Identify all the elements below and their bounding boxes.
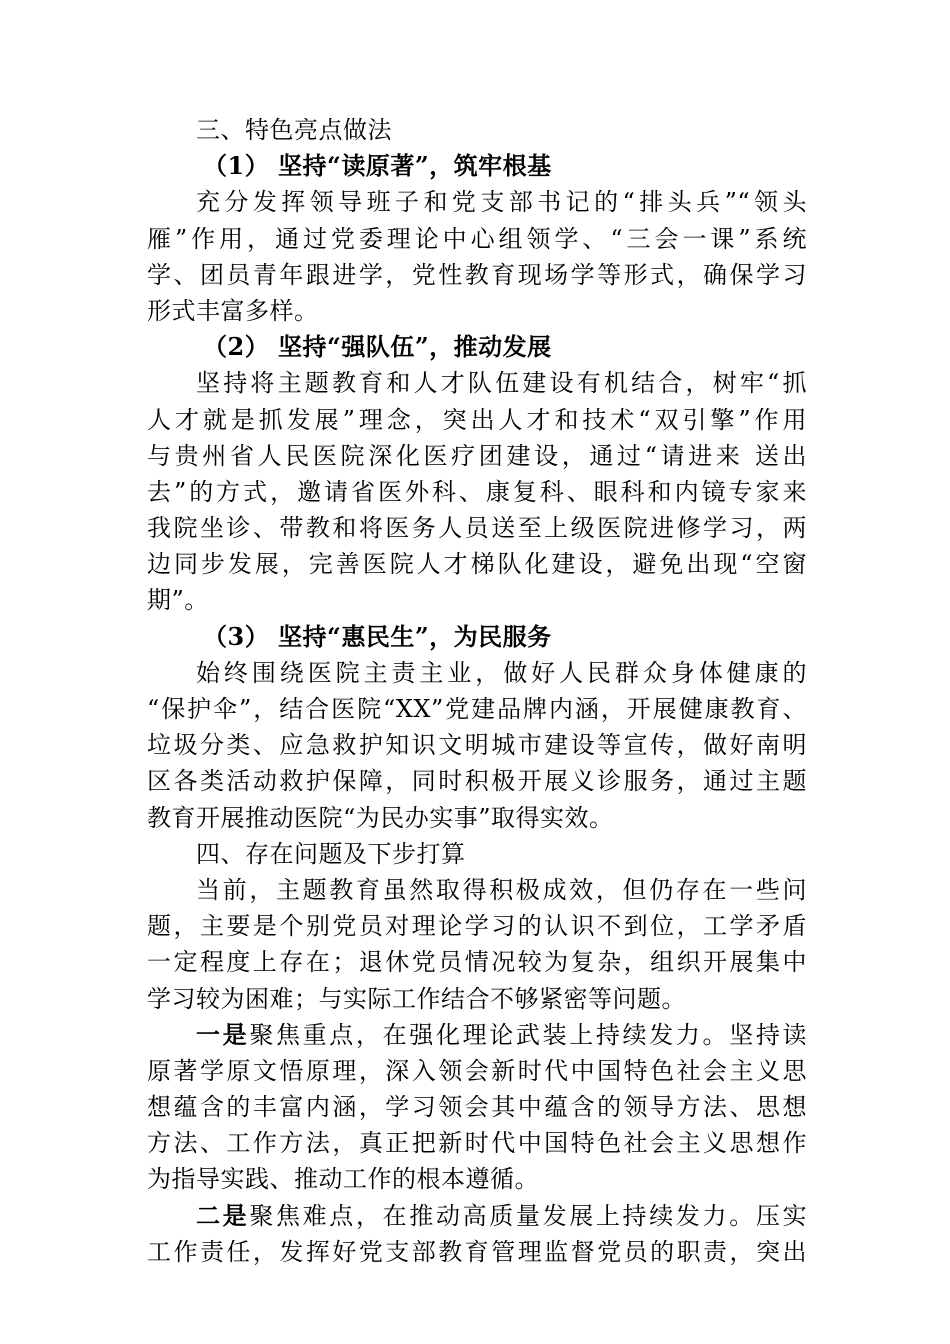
paragraph-line: 期”。 <box>147 586 209 615</box>
paragraph-line: 始终围绕医院主责主业，做好人民群众身体健康的 <box>196 658 807 687</box>
section-heading: 三、特色亮点做法 <box>196 116 392 144</box>
paragraph-line: 人才就是抓发展”理念，突出人才和技术“双引擎”作用 <box>147 405 807 434</box>
paragraph-lead: 一是 <box>196 1019 250 1049</box>
paragraph-line: 我院坐诊、带教和将医务人员送至上级医院进修学习，两 <box>147 514 807 543</box>
paragraph-line: 为指导实践、推动工作的根本遵循。 <box>147 1165 539 1194</box>
paragraph-line: 工作责任，发挥好党支部教育管理监督党员的职责，突出 <box>147 1237 807 1266</box>
paragraph-line: 学习较为困难；与实际工作结合不够紧密等问题。 <box>147 984 686 1013</box>
paragraph-line: 与贵州省人民医院深化医疗团建设，通过“请进来 送出 <box>147 441 807 470</box>
paragraph-line: 雁”作用，通过党委理论中心组领学、“三会一课”系统 <box>147 224 807 253</box>
paragraph-line: 区各类活动救护保障，同时积极开展义诊服务，通过主题 <box>147 767 807 796</box>
paragraph-text: 聚焦难点，在推动高质量发展上持续发力。压实 <box>249 1201 808 1230</box>
paragraph-text: 聚焦重点，在强化理论武装上持续发力。坚持读 <box>249 1020 808 1049</box>
paragraph-line: 形式丰富多样。 <box>147 296 319 325</box>
paragraph-line <box>147 1017 807 1053</box>
paragraph-line: 学、团员青年跟进学，党性教育现场学等形式，确保学习 <box>147 260 807 289</box>
paragraph-line: 原著学原文悟原理，深入领会新时代中国特色社会主义思 <box>147 1056 807 1085</box>
section-heading: 四、存在问题及下步打算 <box>196 839 466 868</box>
paragraph-line: 想蕴含的丰富内涵，学习领会其中蕴含的领导方法、思想 <box>147 1093 807 1122</box>
paragraph-line: 去”的方式，邀请省医外科、康复科、眼科和内镜专家来 <box>147 477 807 506</box>
subsection-heading: （2） 坚持“强队伍”，推动发展 <box>203 332 552 362</box>
paragraph-line: 坚持将主题教育和人才队伍建设有机结合，树牢“抓 <box>196 369 807 398</box>
subsection-heading: （1） 坚持“读原著”，筑牢根基 <box>203 151 552 181</box>
paragraph-line: 边同步发展，完善医院人才梯队化建设，避免出现“空窗 <box>147 550 807 579</box>
paragraph-line: 一定程度上存在；退休党员情况较为复杂，组织开展集中 <box>147 948 807 977</box>
paragraph-line: 教育开展推动医院“为民办实事”取得实效。 <box>147 803 614 832</box>
paragraph-line <box>147 1198 807 1234</box>
paragraph-line: 充分发挥领导班子和党支部书记的“排头兵”“领头 <box>196 188 807 217</box>
paragraph-line: 垃圾分类、应急救护知识文明城市建设等宣传，做好南明 <box>147 731 807 760</box>
paragraph-lead: 二是 <box>196 1200 250 1230</box>
paragraph-line: 当前，主题教育虽然取得积极成效，但仍存在一些问 <box>196 875 807 904</box>
paragraph-line: 题，主要是个别党员对理论学习的认识不到位，工学矛盾 <box>147 912 807 941</box>
document-page <box>147 112 807 1270</box>
subsection-heading: （3） 坚持“惠民生”，为民服务 <box>203 621 552 651</box>
paragraph-line: “保护伞”，结合医院“XX”党建品牌内涵，开展健康教育、 <box>147 695 807 723</box>
paragraph-line: 方法、工作方法，真正把新时代中国特色社会主义思想作 <box>147 1129 807 1158</box>
